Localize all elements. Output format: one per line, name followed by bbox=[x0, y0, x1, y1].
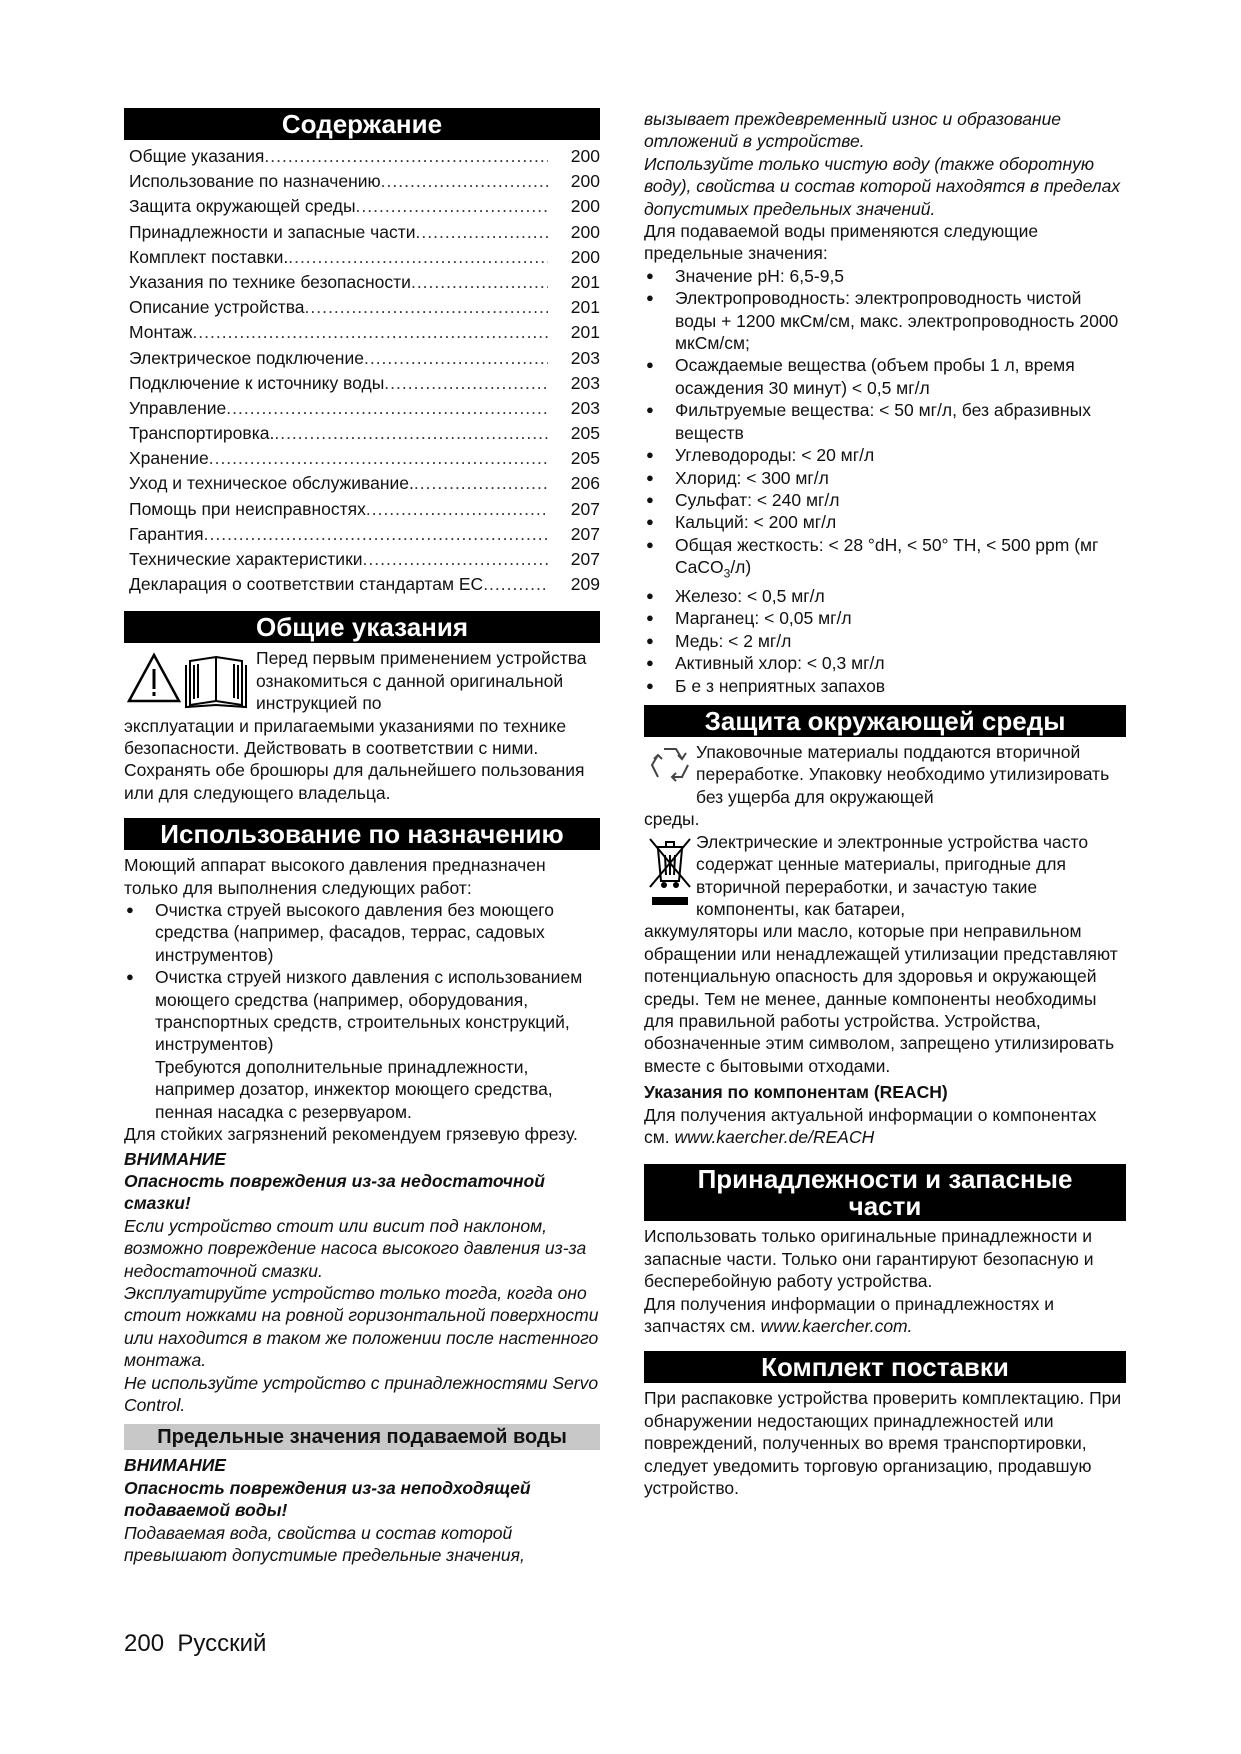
usage-heading: Использование по назначению bbox=[124, 818, 600, 850]
toc-item[interactable] bbox=[124, 421, 600, 446]
toc-leader-dots bbox=[288, 245, 548, 270]
warning-and-manual-icons bbox=[124, 647, 256, 713]
toc-leader-dots bbox=[264, 144, 548, 169]
toc-item-label: Общие указания bbox=[129, 146, 265, 166]
toc-item-page: 205 bbox=[570, 448, 600, 469]
toc-leader-dots bbox=[384, 371, 548, 396]
list-item: ● Очистка струей низкого давления с использованием моющего средства (например, оборудования, транспортных средств, строительных конструкций, инструментов) Требуются дополнительные принадлежности, например дозатор, инжектор моющего средства, пенная насадка с резервуаром. bbox=[124, 966, 600, 1123]
list-item: ● Марганец: < 0,05 мг/л bbox=[644, 607, 1126, 629]
left-column bbox=[124, 108, 600, 1566]
usage-intro: Моющий аппарат высокого давления предназначен только для выполнения следующих работ: bbox=[124, 855, 546, 898]
recycle-icon bbox=[644, 741, 696, 791]
toc-item-label: Уход и техническое обслуживание. bbox=[129, 473, 414, 494]
toc-item[interactable] bbox=[124, 320, 600, 345]
list-item-hardness: ● Общая жесткость: < 28 °dH, < 50° TH, < 500 ppm (мг CaCO$_3$/л) bbox=[644, 534, 1126, 585]
toc-item[interactable] bbox=[124, 522, 600, 547]
toc-item-label: Монтаж bbox=[129, 322, 193, 343]
toc-item-label: Управление bbox=[129, 397, 227, 418]
toc-leader-dots bbox=[363, 547, 548, 572]
list-item: ● Б е з неприятных запахов bbox=[644, 675, 1126, 697]
usage-extra-note: Требуются дополнительные принадлежности, например дозатор, инжектор моющего средства, пенная насадка с резервуаром. bbox=[155, 1056, 553, 1122]
accessories-link[interactable]: www.kaercher.com. bbox=[760, 1316, 913, 1336]
list-item: ● Железо: < 0,5 мг/л bbox=[644, 585, 1126, 607]
toc-item[interactable] bbox=[124, 371, 600, 396]
recycle-text: Упаковочные материалы поддаются вторичной переработке. Упаковку необходимо утилизировать без ущерба для окружающей bbox=[696, 742, 1110, 807]
toc-item-page: 200 bbox=[570, 146, 600, 166]
section-delivery bbox=[644, 1351, 1126, 1499]
environment-heading: Защита окружающей среды bbox=[644, 705, 1126, 737]
usage-warning-title: Опасность повреждения из-за недостаточной смазки! bbox=[124, 1170, 545, 1214]
toc-item-page: 200 bbox=[570, 221, 600, 242]
toc-leader-dots bbox=[204, 522, 548, 547]
toc-item-page: 203 bbox=[570, 347, 600, 368]
water-limits-intro: Для подаваемой воды применяются следующие предельные значения: bbox=[644, 221, 1039, 264]
reach-paragraph: Для получения актуальной информации о компонентах см. www.kaercher.de/REACH bbox=[644, 1104, 1097, 1147]
toc-item-page: 200 bbox=[570, 171, 600, 192]
warning-triangle-icon bbox=[129, 655, 179, 701]
section-environment bbox=[644, 705, 1126, 1148]
usage-warning-label: ВНИМАНИЕ bbox=[124, 1148, 226, 1169]
delivery-text: При распаковке устройства проверить комплектацию. При обнаружении недостающих принадлежностей или повреждений, полученных во время транспортировки, следует уведомить торговую организацию, продавшую устройство. bbox=[644, 1388, 1122, 1499]
toc-item-label: Описание устройства bbox=[129, 297, 305, 318]
toc-leader-dots bbox=[226, 396, 548, 421]
toc-item[interactable] bbox=[124, 295, 600, 320]
recycle-text-cont: среды. bbox=[644, 809, 700, 830]
weee-text: Электрические и электронные устройства часто содержат ценные материалы, пригодные для вторичной переработки, и зачастую такие компоненты, как батареи, bbox=[696, 831, 1089, 919]
toc-leader-dots bbox=[209, 446, 548, 471]
toc-leader-dots bbox=[356, 194, 548, 219]
list-item: ● Электропроводность: электропроводность чистой воды + 1200 мкСм/см, макс. электропроводность 2000 мкСм/см; bbox=[644, 287, 1126, 354]
toc-leader-dots bbox=[364, 346, 548, 371]
toc-item-page: 205 bbox=[570, 423, 600, 444]
water-limits-list bbox=[644, 265, 1126, 697]
toc-item[interactable] bbox=[124, 396, 600, 421]
toc-item[interactable] bbox=[124, 547, 600, 572]
water-warning-text-2: Используйте только чистую воду (также оборотную воду), свойства и состав которой находятся в пределах допустимых предельных значений. bbox=[644, 153, 1121, 219]
toc-leader-dots bbox=[192, 320, 548, 345]
crossed-bin-icon bbox=[644, 831, 696, 919]
list-item: ● Сульфат: < 240 мг/л bbox=[644, 489, 1126, 511]
water-warning-text: Подаваемая вода, свойства и состав которой превышают допустимые предельные значения, bbox=[124, 1522, 525, 1565]
list-item: ● Осаждаемые вещества (объем пробы 1 л, время осаждения 30 минут) < 0,5 мг/л bbox=[644, 354, 1126, 399]
toc-leader-dots bbox=[411, 270, 548, 295]
toc-item[interactable] bbox=[124, 245, 600, 270]
toc-leader-dots bbox=[416, 220, 548, 245]
toc-item-label: Декларация о соответствии стандартам ЕС bbox=[129, 574, 484, 595]
list-item: ● Очистка струей высокого давления без моющего средства (например, фасадов, террас, садовых инструментов) bbox=[124, 899, 600, 966]
toc-item-label: Технические характеристики bbox=[129, 549, 363, 569]
section-usage bbox=[124, 818, 600, 1416]
section-general bbox=[124, 611, 600, 804]
toc-leader-dots bbox=[483, 572, 548, 597]
section-accessories bbox=[644, 1164, 1126, 1337]
toc-leader-dots bbox=[414, 471, 548, 496]
toc-item-label: Гарантия bbox=[129, 523, 204, 544]
toc-item-label: Транспортировка. bbox=[129, 423, 275, 444]
toc-item[interactable] bbox=[124, 270, 600, 295]
water-warning-label: ВНИМАНИЕ bbox=[124, 1455, 226, 1476]
footer-language: Русский bbox=[177, 1630, 267, 1657]
toc-leader-dots bbox=[305, 295, 548, 320]
accessories-text-2: Для получения информации о принадлежностях и запчастях см. www.kaercher.com. bbox=[644, 1293, 1054, 1336]
toc-heading: Содержание bbox=[124, 108, 600, 140]
accessories-text-1: Использовать только оригинальные принадлежности и запасные части. Только они гарантируют безопасную и бесперебойную работу устройства. bbox=[644, 1226, 1094, 1292]
reach-link[interactable]: www.kaercher.de/REACH bbox=[674, 1126, 875, 1147]
toc-item-label: Подключение к источнику воды bbox=[129, 372, 385, 393]
list-item: ● Активный хлор: < 0,3 мг/л bbox=[644, 652, 1126, 674]
usage-warning-line: Эксплуатируйте устройство только тогда, когда оно стоит ножками на ровной горизонтальной поверхности или находится в таком же положении после настенного монтажа. bbox=[124, 1282, 599, 1371]
list-item: ● Кальций: < 200 мг/л bbox=[644, 511, 1126, 533]
water-limits-heading: Предельные значения подаваемой воды bbox=[124, 1424, 600, 1450]
toc-item[interactable] bbox=[124, 346, 600, 371]
toc-item-label: Указания по технике безопасности bbox=[129, 271, 411, 292]
water-warning-title: Опасность повреждения из-за неподходящей подаваемой воды! bbox=[124, 1477, 531, 1521]
page-number: 200 bbox=[124, 1630, 165, 1657]
toc-leader-dots bbox=[366, 497, 548, 522]
general-icon-text: Перед первым применением устройства ознакомиться с данной оригинальной инструкцией по bbox=[256, 648, 587, 714]
toc-item-label: Хранение bbox=[129, 448, 209, 469]
toc-item[interactable] bbox=[124, 497, 600, 522]
toc-item-page: 201 bbox=[570, 297, 600, 318]
toc-item-page: 200 bbox=[570, 246, 600, 267]
toc-item-label: Защита окружающей среды bbox=[129, 196, 356, 217]
general-text-2: Сохранять обе брошюры для дальнейшего пользования или для следующего владельца. bbox=[124, 760, 585, 803]
list-item: ● Хлорид: < 300 мг/л bbox=[644, 467, 1126, 489]
usage-recommendation: Для стойких загрязнений рекомендуем грязевую фрезу. bbox=[124, 1124, 578, 1145]
toc-item[interactable] bbox=[124, 194, 600, 219]
toc-item[interactable] bbox=[124, 169, 600, 194]
weee-text-cont: аккумуляторы или масло, которые при неправильном обращении или ненадлежащей утилизации представляют потенциальную опасность для здоровья и окружающей среды. Тем не менее, данные компоненты необходимы для правильной работы устройства. Устройства, обозначенные этим символом, запрещено утилизировать вместе с бытовыми отходами. bbox=[644, 921, 1118, 1076]
toc-item-label: Использование по назначению bbox=[129, 171, 381, 192]
toc-item[interactable] bbox=[124, 144, 600, 169]
list-item: ● Медь: < 2 мг/л bbox=[644, 630, 1126, 652]
toc-item-page: 209 bbox=[570, 574, 600, 595]
toc-item-label: Принадлежности и запасные части bbox=[129, 221, 416, 242]
toc-item[interactable] bbox=[124, 446, 600, 471]
reach-title: Указания по компонентам (REACH) bbox=[644, 1082, 948, 1103]
usage-warning-line: Не используйте устройство с принадлежностями Servo Control. bbox=[124, 1372, 599, 1415]
toc-item-page: 203 bbox=[570, 397, 600, 418]
usage-warning-line: Если устройство стоит или висит под наклоном, возможно повреждение насоса высокого давления из-за недостаточной смазки. bbox=[124, 1215, 587, 1281]
delivery-heading: Комплект поставки bbox=[644, 1351, 1126, 1383]
toc-item-page: 206 bbox=[570, 473, 600, 494]
water-warning-text-cont: вызывает преждевременный износ и образование отложений в устройстве. bbox=[644, 109, 1062, 152]
toc-leader-dots bbox=[381, 169, 548, 194]
list-item: ● Фильтруемые вещества: < 50 мг/л, без абразивных веществ bbox=[644, 399, 1126, 444]
usage-bullet-list bbox=[124, 899, 600, 1123]
right-column bbox=[644, 108, 1126, 1499]
toc-item[interactable] bbox=[124, 220, 600, 245]
toc-item-label: Комплект поставки. bbox=[129, 246, 289, 267]
general-text-1: эксплуатации и прилагаемыми указаниями по технике безопасности. Действовать в соответствии с ними. bbox=[124, 715, 567, 758]
list-item: ● Углеводороды: < 20 мг/л bbox=[644, 444, 1126, 466]
toc-item-page: 200 bbox=[570, 196, 600, 217]
accessories-heading: Принадлежности и запасные части bbox=[644, 1164, 1126, 1221]
toc-item-page: 207 bbox=[570, 498, 600, 519]
general-heading: Общие указания bbox=[124, 611, 600, 643]
section-water-limits bbox=[124, 1424, 600, 1566]
toc-item-page: 203 bbox=[570, 372, 600, 393]
toc-item[interactable] bbox=[124, 471, 600, 496]
toc-item-page: 201 bbox=[570, 322, 600, 343]
toc-item-label: Помощь при неисправностях bbox=[129, 498, 366, 519]
manual-book-icon bbox=[186, 657, 246, 707]
toc-item-page: 207 bbox=[570, 523, 600, 544]
toc-item-label: Электрическое подключение bbox=[129, 347, 364, 368]
toc-item-page: 201 bbox=[570, 271, 600, 292]
toc-item-page: 207 bbox=[570, 549, 600, 569]
toc-list bbox=[124, 144, 600, 597]
page-footer bbox=[124, 1630, 266, 1658]
toc-item[interactable] bbox=[124, 572, 600, 597]
list-item: ● Значение pH: 6,5-9,5 bbox=[644, 265, 1126, 287]
toc-leader-dots bbox=[274, 421, 548, 446]
